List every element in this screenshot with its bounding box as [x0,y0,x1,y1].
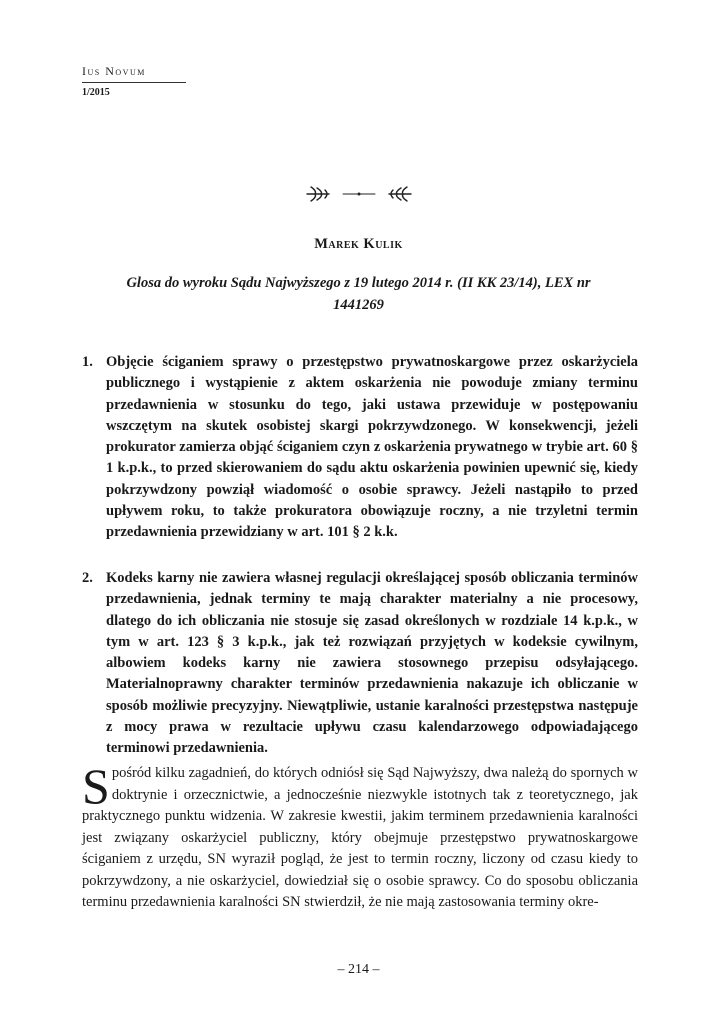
header-rule [82,82,186,83]
body-paragraph [82,758,638,914]
ornament-divider-icon [303,183,415,205]
body-text: pośród kilku zagadnień, do których odniósł się Sąd Najwyższy, dwa należą do spornych w doktrynie i orzecznictwie, a jednocześnie niezwykle istotnych tak z teoretycznego, jak praktycznego punktu widzenia. W zakresie kwestii, jakim terminem przedawnienia karalności jest związany oskarżyciel publiczny, który obejmuje przestępstwo prywatnoskargowe ściganiem z urzędu, SN wyraził pogląd, że jest to termin roczny, liczony od czasu kiedy to pokrzywdzony, a nie oskarżyciel, dowiedział się o osobie sprawcy. Co do sposobu obliczania terminu przedawnienia karalności SN stwierdził, że nie mają zastosowania terminy okre- [82,765,638,910]
thesis-number: 1. [82,354,93,370]
drop-cap: S [82,758,110,814]
author-name: Marek Kulik [314,236,403,252]
thesis-text: Kodeks karny nie zawiera własnej regulacji określającej sposób obliczania terminów przedawnienia, jednak terminy te mają charakter materialny a nie procesowy, dlatego do ich obliczania nie stosuje się zasad określonych w rozdziale 14 k.p.k., w tym w art. 123 § 3 k.p.k., jak też rozwiązań przyjętych w kodeksie cywilnym, albowiem kodeks karny nie zawiera stosownego przepisu odsyłającego. Materialnoprawny charakter terminów przedawnienia nakazuje ich obliczanie w sposób możliwie precyzyjny. Niewątpliwie, ustanie karalności przestępstwa następuje z mocy prawa w rezultacie upływu czasu kalendarzowego odpowiadającego terminowi przedawnienia. [106,570,638,757]
thesis-1 [82,352,638,544]
thesis-text: Objęcie ściganiem sprawy o przestępstwo prywatnoskargowe przez oskarżyciela publicznego i wystąpienie z aktem oskarżenia nie powoduje zmiany terminu przedawnienia w stosunku do tego, jaki ustawa przewiduje w postępowaniu wszczętym na skutek osobistej skargi pokrzywdzonego. W konsekwencji, jeżeli prokurator zamierza objąć ściganiem czyn z oskarżenia prywatnego w trybie art. 60 § 1 k.p.k., to przed skierowaniem do sądu aktu oskarżenia powinien upewnić się, kiedy pokrzywdzony powziął wiadomość o osobie sprawcy. Jeżeli nastąpiło to przed upływem roku, to także prokuratora obowiązuje roczny, a nie trzyletni termin przedawnienia przewidziany w art. 101 § 2 k.k. [106,354,638,541]
thesis-number: 2. [82,570,93,586]
article-title: Glosa do wyroku Sądu Najwyższego z 19 lutego 2014 r. (II KK 23/14), LEX nr 1441269 [126,275,591,313]
journal-name: Ius Novum [82,64,146,78]
page-number: – 214 – [337,962,380,977]
journal-header [82,64,186,98]
thesis-2 [82,568,638,760]
issue-number: 1/2015 [82,87,110,98]
